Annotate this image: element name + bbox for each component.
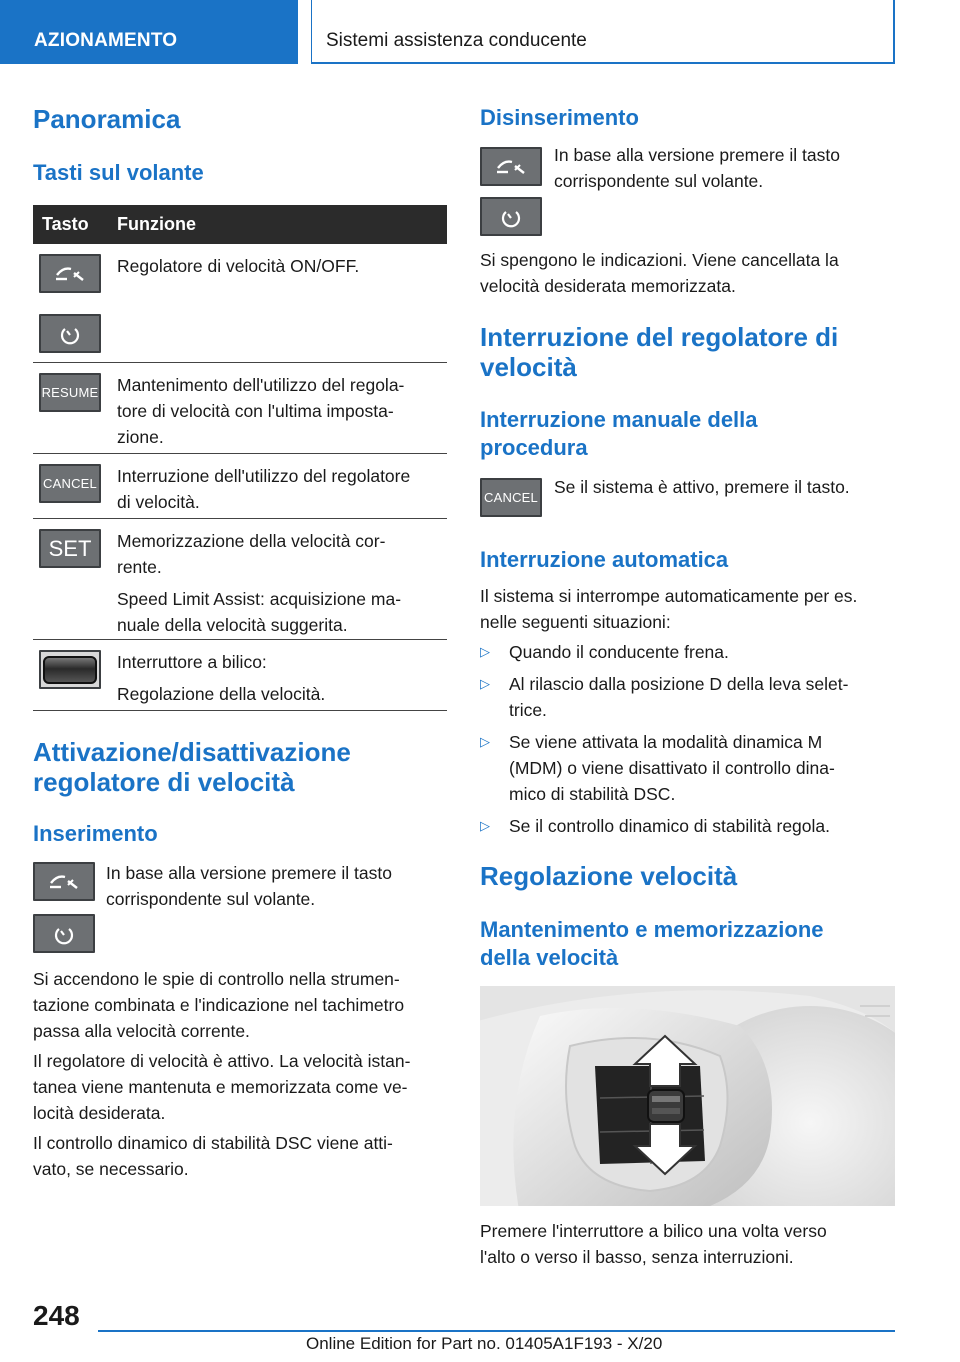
switch-off-heading: Disinserimento xyxy=(480,105,639,130)
table-header xyxy=(33,205,447,244)
section-title: AZIONAMENTO xyxy=(34,30,178,51)
set-key: SET xyxy=(39,529,101,568)
switch-on-heading: Inserimento xyxy=(33,821,158,846)
off-key-instruction: In base alla versione premere il tasto corrispondente sul volante. xyxy=(554,145,840,191)
cruise-control-key xyxy=(480,197,542,236)
function-text: rente. xyxy=(117,557,162,577)
rocker-switch-icon xyxy=(43,656,97,684)
function-text: nuale della velocità suggerita. xyxy=(117,615,348,635)
list-item: ▷ Al rilascio dalla posizione D della leva selet- trice. xyxy=(480,671,896,723)
table-row xyxy=(33,519,447,640)
auto-interrupt-heading: Interruzione automatica xyxy=(480,547,729,572)
photo-caption: Premere l'interruttore a bilico una volta verso l'alto o verso il basso, senza interruzioni. xyxy=(480,1221,827,1267)
steering-wheel-illustration xyxy=(480,986,895,1206)
manual-interrupt-text: Se il sistema è attivo, premere il tasto. xyxy=(554,477,850,497)
function-text: Regolatore di velocità ON/OFF. xyxy=(117,256,360,276)
steering-wheel-photo xyxy=(480,986,895,1206)
cancel-key: CANCEL xyxy=(480,478,542,517)
table-row xyxy=(33,454,447,519)
manual-interrupt-heading: Interruzione manuale della procedura xyxy=(480,407,758,460)
function-text: Interruttore a bilico: xyxy=(117,652,267,672)
speed-limiter-key xyxy=(39,254,101,293)
resume-key: RESUME xyxy=(39,373,101,412)
auto-interrupt-list xyxy=(480,639,896,839)
speed-limiter-key xyxy=(33,862,95,901)
off-keys xyxy=(480,147,542,236)
function-text: Regolazione della velocità. xyxy=(117,684,326,704)
speed-limiter-key xyxy=(480,147,542,186)
on-key-instruction: In base alla versione premere il tasto corrispondente sul volante. xyxy=(106,863,392,909)
section-tab xyxy=(0,0,298,64)
function-text: Memorizzazione della velocità cor- xyxy=(117,531,386,551)
triangle-bullet-icon: ▷ xyxy=(480,734,490,749)
cancel-key: CANCEL xyxy=(39,464,101,503)
chapter-title: Sistemi assistenza conducente xyxy=(326,30,587,51)
table-row xyxy=(33,363,447,454)
keys-table xyxy=(33,205,447,711)
speed-limiter-icon xyxy=(494,156,528,178)
on-paragraph-3: Il controllo dinamico di stabilità DSC viene atti- vato, se necessario. xyxy=(33,1133,393,1179)
on-keys xyxy=(33,862,95,953)
on-paragraph-1: Si accendono le spie di controllo nella strumen- tazione combinata e l'indicazione nel tachimetro passa alla velocità corrente. xyxy=(33,969,405,1041)
page-title: Panoramica xyxy=(33,104,181,134)
list-item: ▷ Se il controllo dinamico di stabilità regola. xyxy=(480,813,896,839)
auto-interrupt-intro: Il sistema si interrompe automaticamente per es. nelle seguenti situazioni: xyxy=(480,586,858,632)
triangle-bullet-icon: ▷ xyxy=(480,676,490,691)
keep-speed-heading: Mantenimento e memorizzazione della velocità xyxy=(480,917,824,970)
activation-heading: Attivazione/disattivazione regolatore di velocità xyxy=(33,737,351,797)
chapter-tab xyxy=(311,0,895,64)
page-number: 248 xyxy=(33,1300,80,1331)
list-item: ▷ Se viene attivata la modalità dinamica M (MDM) o viene disattivato il controllo dina- mico di stabilità DSC. xyxy=(480,729,896,807)
function-text: Speed Limit Assist: acquisizione ma- xyxy=(117,589,402,609)
edition-note: Online Edition for Part no. 01405A1F193 - X/20 xyxy=(306,1334,663,1353)
speed-limiter-icon xyxy=(47,871,81,893)
function-text: Interruzione dell'utilizzo del regolatore xyxy=(117,466,411,486)
triangle-bullet-icon: ▷ xyxy=(480,818,490,833)
speed-adjust-heading: Regolazione velocità xyxy=(480,861,738,891)
footer-divider xyxy=(98,1330,895,1332)
table-row xyxy=(33,640,447,711)
interrupt-heading: Interruzione del regolatore di velocità xyxy=(480,322,839,382)
function-text: tore di velocità con l'ultima imposta- xyxy=(117,401,394,421)
cruise-control-icon xyxy=(58,322,82,346)
off-paragraph: Si spengono le indicazioni. Viene cancellata la velocità desiderata memorizzata. xyxy=(480,250,839,296)
rocker-switch-key xyxy=(39,650,101,689)
column-header-key: Tasto xyxy=(42,214,89,234)
function-text: di velocità. xyxy=(117,492,200,512)
list-item: ▷ Quando il conducente frena. xyxy=(480,639,896,665)
triangle-bullet-icon: ▷ xyxy=(480,644,490,659)
function-text: Mantenimento dell'utilizzo del regola- xyxy=(117,375,405,395)
cruise-control-key xyxy=(33,914,95,953)
cruise-control-icon xyxy=(52,922,76,946)
column-header-function: Funzione xyxy=(117,214,196,234)
on-paragraph-2: Il regolatore di velocità è attivo. La velocità istan- tanea viene mantenuta e memorizzata come ve- locità desiderata. xyxy=(33,1051,411,1123)
cruise-control-key xyxy=(39,314,101,353)
speed-limiter-icon xyxy=(53,263,87,285)
table-row xyxy=(33,244,447,363)
cruise-control-icon xyxy=(499,205,523,229)
function-text: zione. xyxy=(117,427,164,447)
steering-keys-heading: Tasti sul volante xyxy=(33,160,204,185)
